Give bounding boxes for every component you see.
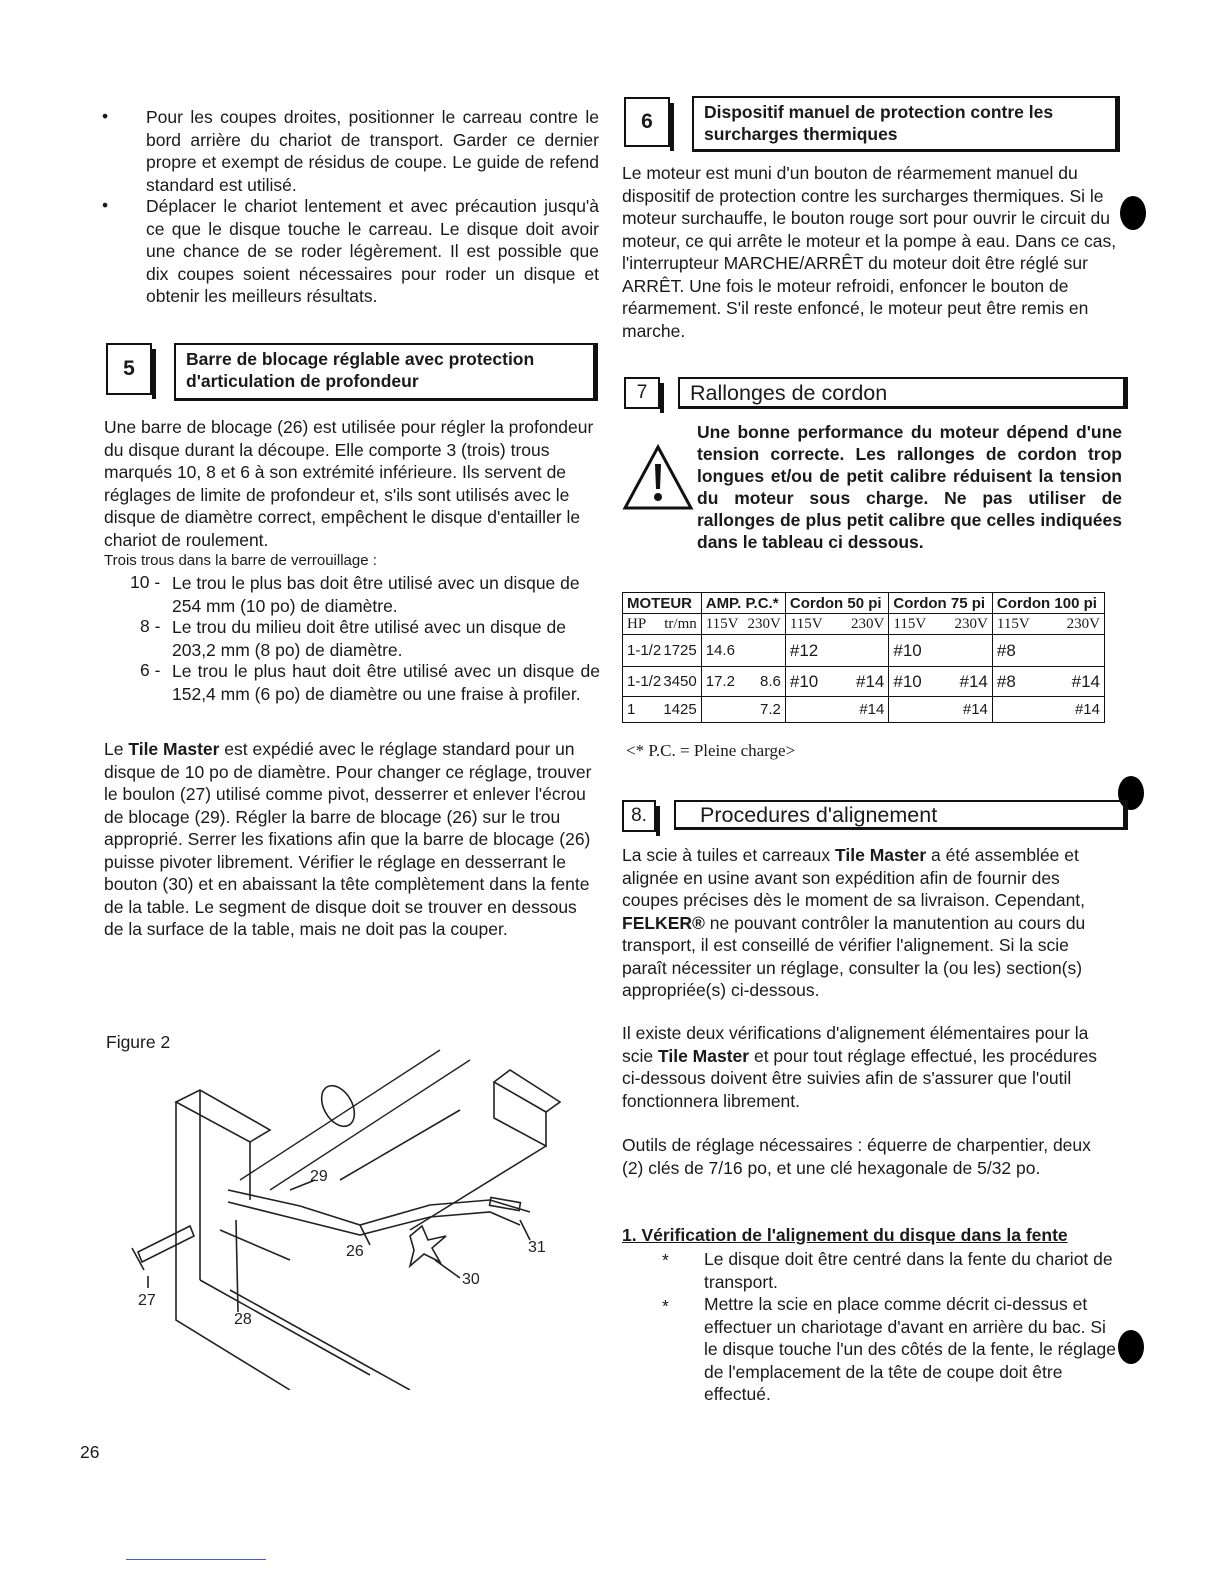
bullet-text-1: Pour les coupes droites, positionner le carreau contre le bord arrière du chariot de transport. Garder ce dernier propre et exempt de résidus de coupe. Le guide de refend standard est utilisé. (146, 107, 599, 195)
check-1-item: Le disque doit être centré dans la fente du chariot de transport. (704, 1249, 1113, 1292)
section-5-title-line2: d'articulation de profondeur (186, 371, 419, 391)
section-5-title-line1: Barre de blocage réglable avec protection (186, 349, 535, 369)
table-cell: 1-1/2 3450 (623, 667, 702, 697)
table-header-cell: Cordon 75 pi (889, 593, 993, 614)
table-cell: #12 (785, 635, 889, 667)
section-6-title-line2: surcharges thermiques (704, 124, 898, 144)
table-cell: #14 (889, 697, 993, 723)
footer-rule (126, 1559, 266, 1560)
check-bullet: * (662, 1296, 669, 1316)
callout-29: 29 (310, 1168, 328, 1185)
table-header-cell: Cordon 50 pi (785, 593, 889, 614)
table-header-cell: Cordon 100 pi (992, 593, 1104, 614)
section-6-number: 6 (624, 97, 670, 147)
bullet-text-2: Déplacer le chariot lentement et avec précaution jusqu'à ce que le disque touche le carreau. Le disque doit avoir une chance de se roder légèrement. Il est possible que dix coupes soient nécessaires pour roder un disque et obtenir les meilleurs résultats. (146, 196, 599, 306)
callout-31: 31 (528, 1239, 546, 1256)
hole-text: Le trou le plus bas doit être utilisé avec un disque de 254 mm (10 po) de diamètre. (172, 573, 580, 616)
punch-hole (1120, 196, 1146, 230)
table-cell: HP tr/mn (623, 614, 702, 635)
product-name: Tile Master (835, 845, 927, 865)
bolt (138, 1226, 194, 1262)
section-6-title-line1: Dispositif manuel de protection contre les (704, 102, 1054, 122)
table-cell: 115V 230V (992, 614, 1104, 635)
table-cell: 1-1/2 1725 (623, 635, 702, 667)
hole-text: Le trou du milieu doit être utilisé avec un disque de 203,2 mm (8 po) de diamètre. (172, 617, 566, 660)
hole-text: Le trou le plus haut doit être utilisé avec un disque de 152,4 mm (6 po) de diamètre ou une fraise à profiler. (172, 661, 600, 704)
table-cell: #8 #14 (992, 667, 1104, 697)
locking-bar (228, 1190, 530, 1225)
hole-number: 10 - (130, 572, 161, 592)
figure-2-illustration (110, 1030, 590, 1390)
table-cell: 115V 230V (889, 614, 993, 635)
callout-28: 28 (234, 1311, 252, 1328)
rod (240, 1050, 440, 1180)
table-row (623, 697, 1105, 723)
callout-27: 27 (138, 1292, 156, 1309)
brand-name: FELKER® (622, 912, 705, 933)
section-5-title (174, 343, 598, 401)
table-subheader-row (623, 614, 1105, 635)
section-5-number: 5 (106, 343, 152, 395)
check-1-title: 1. Vérification de l'alignement du disque dans la fente (622, 1225, 1068, 1245)
figure-label: Figure 2 (106, 1032, 171, 1052)
table-row (623, 635, 1105, 667)
section-8-para1: La scie à tuiles et carreaux Tile Master a été assemblée et alignée en usine avant son expédition afin de fournir des coupes précises dès le moment de sa livraison. Cependant, FELKER® ne pouvant contrôler la manutention au cours du transport, il est conseillé de vérifier l'alignement. Si la scie paraît nécessiter un réglage, consulter la (ou les) section(s) appropriée(s) ci-dessous. (622, 845, 1086, 1000)
table-footnote: <* P.C. = Pleine charge> (626, 741, 796, 760)
table-cell: #10 (889, 635, 993, 667)
table-cell: #8 (992, 635, 1104, 667)
bullet-dot: • (102, 106, 109, 126)
section-7-number: 7 (624, 377, 660, 409)
table-cell: #10 #14 (785, 667, 889, 697)
bullet-dot: • (102, 195, 109, 215)
section-7-title: Rallonges de cordon (678, 377, 1128, 409)
table-header-row (623, 593, 1105, 614)
table-header-cell: MOTEUR (623, 593, 702, 614)
table-row (623, 667, 1105, 697)
hole-number: 6 - (140, 660, 161, 680)
table-header-cell: AMP. P.C.* (701, 593, 785, 614)
table-cell: #10 #14 (889, 667, 993, 697)
check-bullet: * (662, 1250, 669, 1270)
table-cell: 1 1425 (623, 697, 702, 723)
product-name: Tile Master (128, 739, 220, 759)
section-5-para2: Le Tile Master est expédié avec le réglage standard pour un disque de 10 po de diamètre. Pour changer ce réglage, trouver le boulon (27) utilisé comme pivot, desserrer et enlever l'écrou de blocage (29). Régler la barre de blocage (26) sur le trou approprié. Serrer les fixations afin que la barre de blocage (26) puisse pivoter librement. Vérifier le réglage en desserrant le bouton (30) et en abaissant la tête complètement dans la fente de la table. Le segment de disque doit se trouver en dessous de la surface de la table, mais ne doit pas la couper. (104, 739, 592, 939)
table-cell: 115V 230V (701, 614, 785, 635)
hole-number: 8 - (140, 616, 161, 636)
section-5-para1: Une barre de blocage (26) est utilisée pour régler la profondeur du disque durant la découpe. Elle comporte 3 (trois) trous marqués 10, 8 et 6 à son extrémité inférieure. Ils servent de réglages de limite de profondeur et, s'ils sont utilisés avec le disque de diamètre correct, empêchent le disque d'entailler le chariot de roulement. (104, 417, 594, 550)
tools-required: Outils de réglage nécessaires : équerre de charpentier, deux (2) clés de 7/16 po, et une clé hexagonale de 5/32 po. (622, 1135, 1091, 1178)
warning-text: Une bonne performance du moteur dépend d'une tension correcte. Les rallonges de cordon trop longues et/ou de petit calibre réduisent la tension du moteur sous charge. Ne pas utiliser de rallonges de plus petit calibre que celles indiquées dans le tableau ci dessous. (697, 422, 1122, 552)
punch-hole (1118, 1330, 1144, 1364)
callout-30: 30 (462, 1271, 480, 1288)
section-6-para: Le moteur est muni d'un bouton de réarmement manuel du dispositif de protection contre les surcharges thermiques. Si le moteur surchauffe, le bouton rouge sort pour ouvrir le circuit du moteur, ce qui arrête le moteur et la pompe à eau. Dans ce cas, l'interrupteur MARCHE/ARRÊT du moteur doit être réglé sur ARRÊT. Une fois le moteur refroidi, enfoncer le bouton de réarmement. S'il reste enfoncé, le moteur peut être remis en marche. (622, 163, 1117, 341)
warning-icon (622, 444, 694, 512)
table-cell: #14 (785, 697, 889, 723)
section-8-number: 8. (622, 800, 656, 832)
table-cell: #14 (992, 697, 1104, 723)
table-cell: 17.2 8.6 (701, 667, 785, 697)
table-cell: 115V 230V (785, 614, 889, 635)
section-8-title: Procedures d'alignement (674, 800, 1128, 830)
table-cell: 7.2 (701, 697, 785, 723)
table-cell: 14.6 (701, 635, 785, 667)
product-name: Tile Master (657, 1045, 750, 1066)
callout-26: 26 (346, 1243, 364, 1260)
holes-intro: Trois trous dans la barre de verrouillage : (104, 552, 377, 569)
check-1-item: Mettre la scie en place comme décrit ci-dessus et effectuer un chariotage d'avant en arrière du bac. Si le disque touche l'un des côtés de la fente, le réglage de l'emplacement de la tête de coupe doit être effectué. (704, 1294, 1116, 1404)
frame-rail (176, 1102, 290, 1390)
section-6-title (692, 96, 1120, 152)
page-number: 26 (80, 1442, 100, 1462)
section-8-para2: Il existe deux vérifications d'alignement élémentaires pour la scie Tile Master et pour tout réglage effectué, les procédures ci-dessous doivent être suivies afin de s'assurer que l'outil fonctionnera librement. (622, 1023, 1098, 1111)
knob (410, 1226, 446, 1266)
extension-cord-table (622, 592, 1105, 723)
